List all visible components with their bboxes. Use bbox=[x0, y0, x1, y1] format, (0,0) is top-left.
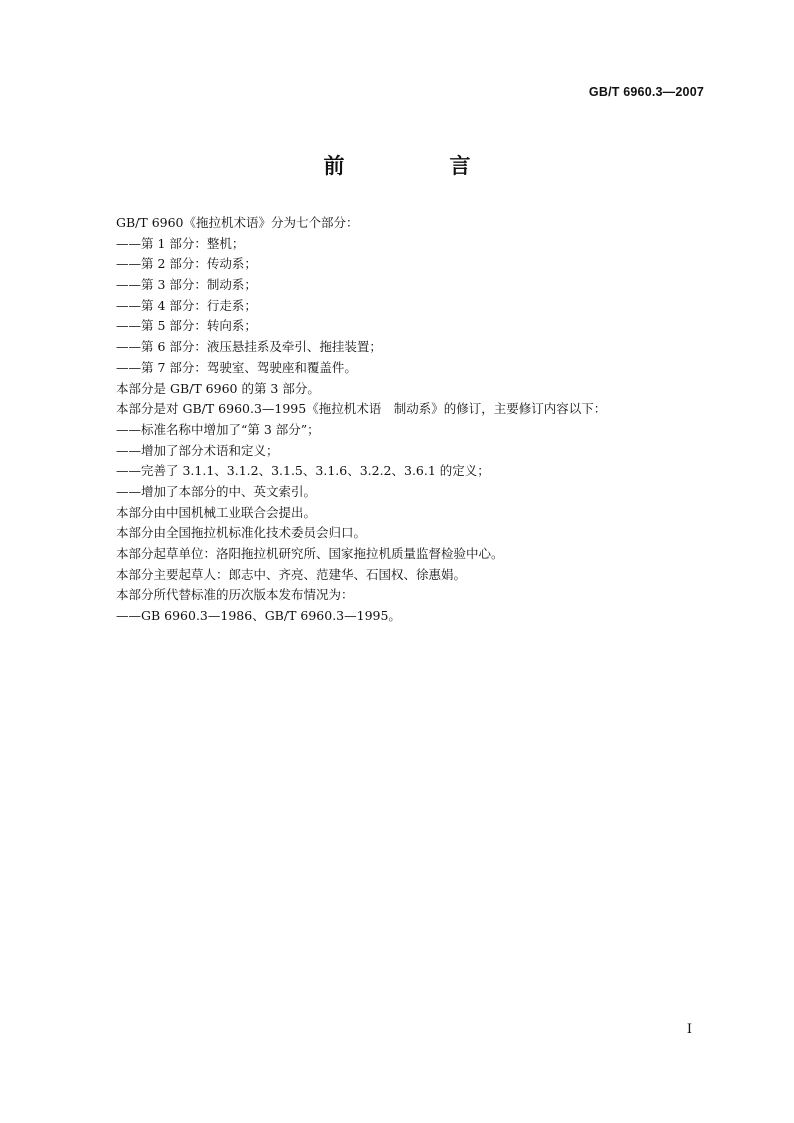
text-line: ——增加了本部分的中、英文索引。 bbox=[116, 483, 317, 499]
standard-code: GB/T 6960.3—2007 bbox=[588, 85, 704, 99]
text-line: 本部分起草单位：洛阳拖拉机研究所、国家拖拉机质量监督检验中心。 bbox=[116, 546, 504, 561]
text-line: ——第 4 部分：行走系； bbox=[116, 297, 257, 313]
text-line: 本部分主要起草人：郎志中、齐亮、范建华、石国权、徐惠娟。 bbox=[116, 566, 467, 582]
text-line: ——增加了部分术语和定义； bbox=[116, 442, 279, 458]
text-line: 本部分由全国拖拉机标准化技术委员会归口。 bbox=[116, 525, 367, 541]
text-line: ——第 1 部分：整机； bbox=[116, 235, 245, 251]
text-line: ——GB 6960.3—1986、GB/T 6960.3—1995。 bbox=[116, 608, 401, 624]
text-line: ——第 6 部分：液压悬挂系及牵引、拖挂装置； bbox=[116, 339, 382, 355]
page-number: I bbox=[686, 1022, 692, 1037]
text-line: 本部分是对 GB/T 6960.3—1995《拖拉机术语 制动系》的修订，主要修订内容以下： bbox=[116, 401, 607, 417]
text-line: ——完善了 3.1.1、3.1.2、3.1.5、3.1.6、3.2.2、3.6.1 的定义； bbox=[116, 463, 490, 479]
text-line: ——标准名称中增加了“第 3 部分”； bbox=[116, 421, 320, 437]
page-title: 前 言 bbox=[323, 154, 513, 178]
text-line: ——第 3 部分：制动系； bbox=[116, 277, 257, 293]
foreword-body bbox=[116, 213, 696, 627]
text-line: ——第 7 部分：驾驶室、驾驶座和覆盖件。 bbox=[116, 359, 357, 375]
text-line: ——第 5 部分：转向系； bbox=[116, 318, 257, 334]
text-line: 本部分所代替标准的历次版本发布情况为： bbox=[116, 587, 354, 603]
text-line: ——第 2 部分：传动系； bbox=[116, 256, 257, 272]
text-line: GB/T 6960《拖拉机术语》分为七个部分： bbox=[116, 215, 359, 230]
text-line: 本部分是 GB/T 6960 的第 3 部分。 bbox=[116, 380, 320, 396]
text-line: 本部分由中国机械工业联合会提出。 bbox=[116, 504, 317, 520]
